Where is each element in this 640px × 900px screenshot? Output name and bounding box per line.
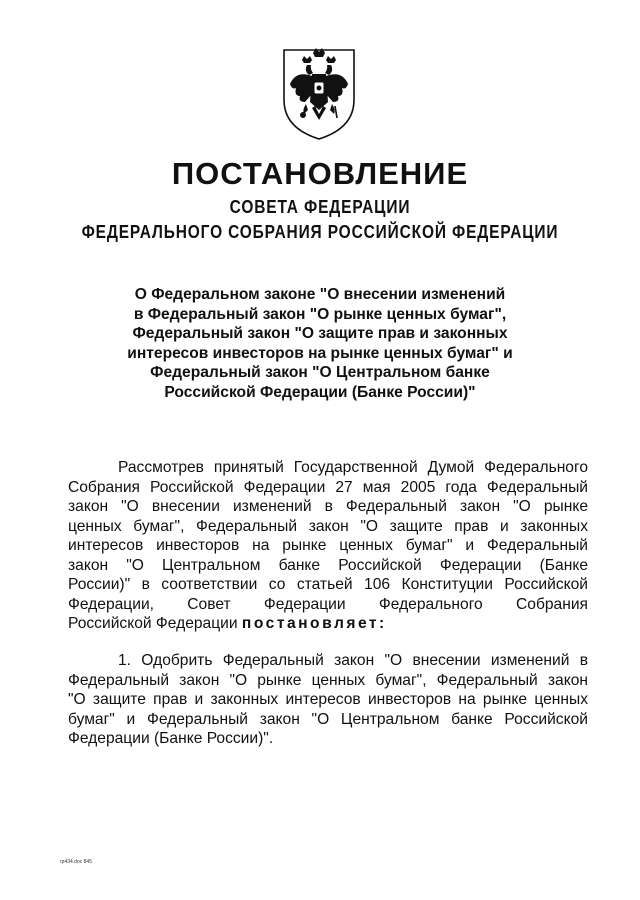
item-1-line: "О защите прав и законных интересов инвесторов на рынке ценных [68,691,588,708]
subject-line: Федеральный закон "О Центральном банке [150,364,490,381]
preamble-line: закон "О внесении изменений в Федеральный закон "О рынке [68,498,588,515]
preamble-line: ценных бумаг", Федеральный закон "О защите прав и законных [68,517,588,535]
preamble-line: Федерации, Совет Федерации Федерального Собрания [68,595,588,613]
item-1-line: Федеральный закон "О рынке ценных бумаг", Федеральный закон [68,671,588,689]
preamble-line: России)" в соответствии со статьей 106 Конституции Российской [68,576,588,593]
preamble-paragraph [68,458,588,634]
subject-line: интересов инвесторов на рынке ценных бумаг" и [127,344,513,362]
resolution-subject [100,285,540,402]
decree-word: постановляет: [241,615,387,632]
item-1-line: 1. Одобрить Федеральный закон "О внесении изменений в [118,652,588,669]
preamble-last-line-text: Российской Федерации [68,615,242,632]
item-1-line: Федерации (Банке России)". [68,730,274,747]
subject-line: О Федеральном законе "О внесении изменений [134,286,506,303]
document-title: ПОСТАНОВЛЕНИЕ [171,156,469,191]
subject-line: Федеральный закон "О защите прав и законных [132,325,508,342]
preamble-line: закон "О Центральном банке Российской Федерации (Банке [68,556,588,574]
preamble-last-line [68,614,588,634]
file-reference: rp434.doc 845 [60,859,92,865]
preamble-line: Рассмотрев принятый Государственной Думой Федерального [118,459,588,476]
subject-line: в Федеральный закон "О рынке ценных бумаг", [133,305,507,323]
preamble-line: Собрания Российской Федерации 27 мая 2005 года Федеральный [68,478,588,496]
preamble-line: интересов инвесторов на рынке ценных бумаг" и Федеральный [68,537,588,554]
item-1-paragraph [68,651,588,749]
coat-of-arms-icon [276,44,362,142]
issuer-line-2: ФЕДЕРАЛЬНОГО СОБРАНИЯ РОССИЙСКОЙ ФЕДЕРАЦИИ [81,222,559,242]
issuer-line-1: СОВЕТА ФЕДЕРАЦИИ [229,197,411,217]
item-1-line: бумаг" и Федеральный закон "О Центральном банке Российской [68,710,588,728]
subject-line: Российской Федерации (Банке России)" [164,383,476,401]
